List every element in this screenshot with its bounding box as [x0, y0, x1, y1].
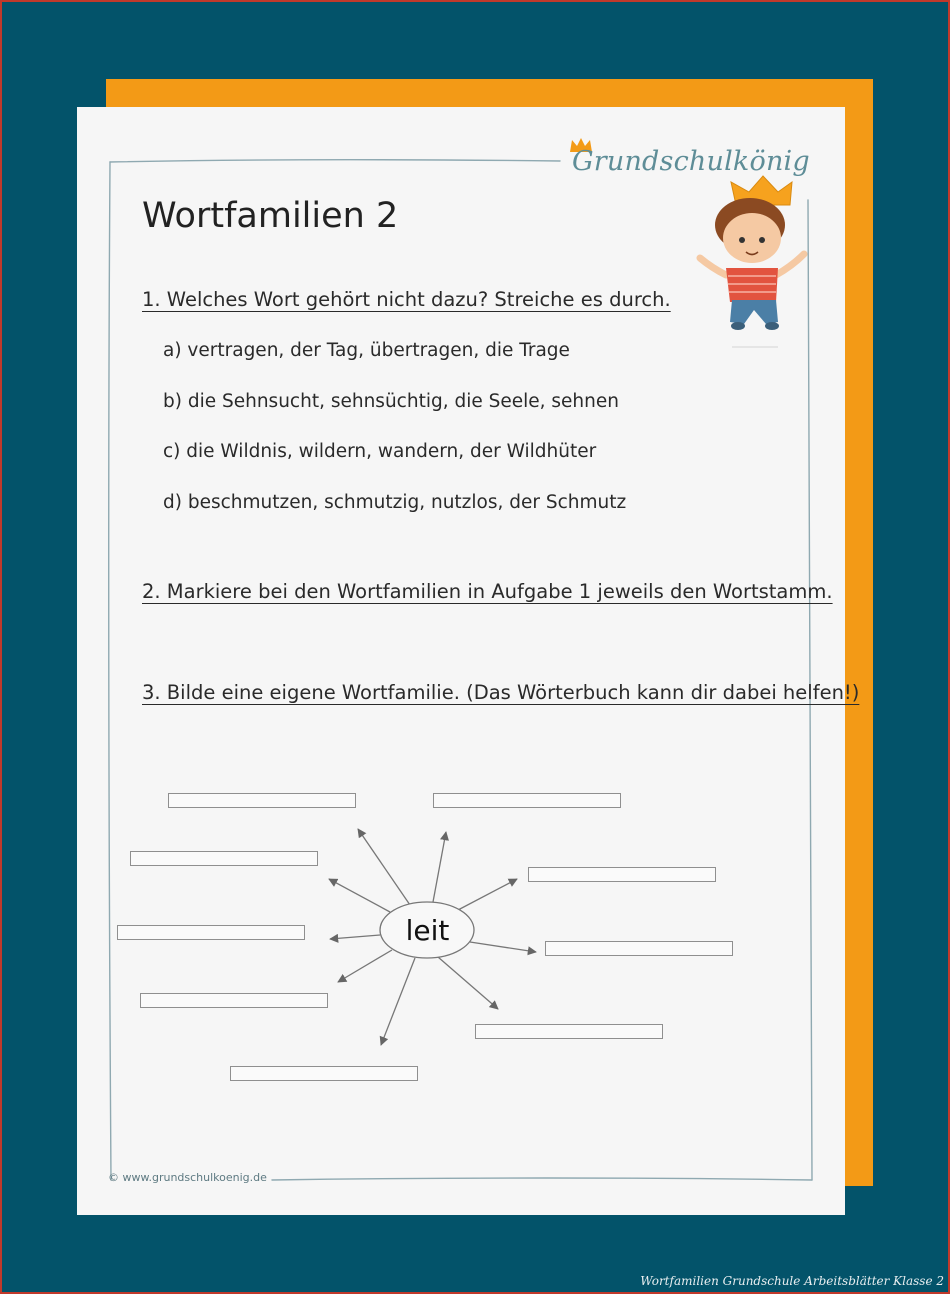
worksheet-title: Wortfamilien 2	[142, 196, 399, 236]
task-1-item-a: a) vertragen, der Tag, übertragen, die Trage	[163, 340, 570, 361]
answer-box[interactable]	[230, 1066, 418, 1081]
arrow-up	[433, 832, 446, 902]
answer-box[interactable]	[528, 867, 716, 882]
image-caption: Wortfamilien Grundschule Arbeitsblätter Klasse 2	[640, 1274, 944, 1288]
task-1-item-b: b) die Sehnsucht, sehnsüchtig, die Seele, sehnen	[163, 391, 619, 412]
task-2-heading: 2. Markiere bei den Wortfamilien in Aufgabe 1 jeweils den Wortstamm.	[142, 580, 833, 603]
answer-box[interactable]	[117, 925, 305, 940]
answer-box[interactable]	[168, 793, 356, 808]
arrow-down-right	[438, 957, 498, 1009]
task-1-heading: 1. Welches Wort gehört nicht dazu? Streiche es durch.	[142, 288, 671, 311]
answer-box[interactable]	[140, 993, 328, 1008]
answer-box[interactable]	[545, 941, 733, 956]
brand-logo-text: Grundschulkönig	[572, 146, 810, 177]
copyright-text: © www.grundschulkoenig.de	[108, 1171, 267, 1184]
answer-box[interactable]	[433, 793, 621, 808]
arrow-right	[470, 942, 536, 952]
answer-box[interactable]	[475, 1024, 663, 1039]
task-3-heading: 3. Bilde eine eigene Wortfamilie. (Das Wörterbuch kann dir dabei helfen!)	[142, 681, 860, 704]
task-1-item-c: c) die Wildnis, wildern, wandern, der Wildhüter	[163, 441, 597, 462]
answer-box[interactable]	[130, 851, 318, 866]
arrow-up-left	[358, 829, 410, 905]
arrow-down-left	[381, 958, 415, 1045]
arrow-left	[330, 935, 380, 939]
task-1-item-d: d) beschmutzen, schmutzig, nutzlos, der Schmutz	[163, 492, 627, 513]
word-family-center-word: leit	[405, 913, 450, 947]
